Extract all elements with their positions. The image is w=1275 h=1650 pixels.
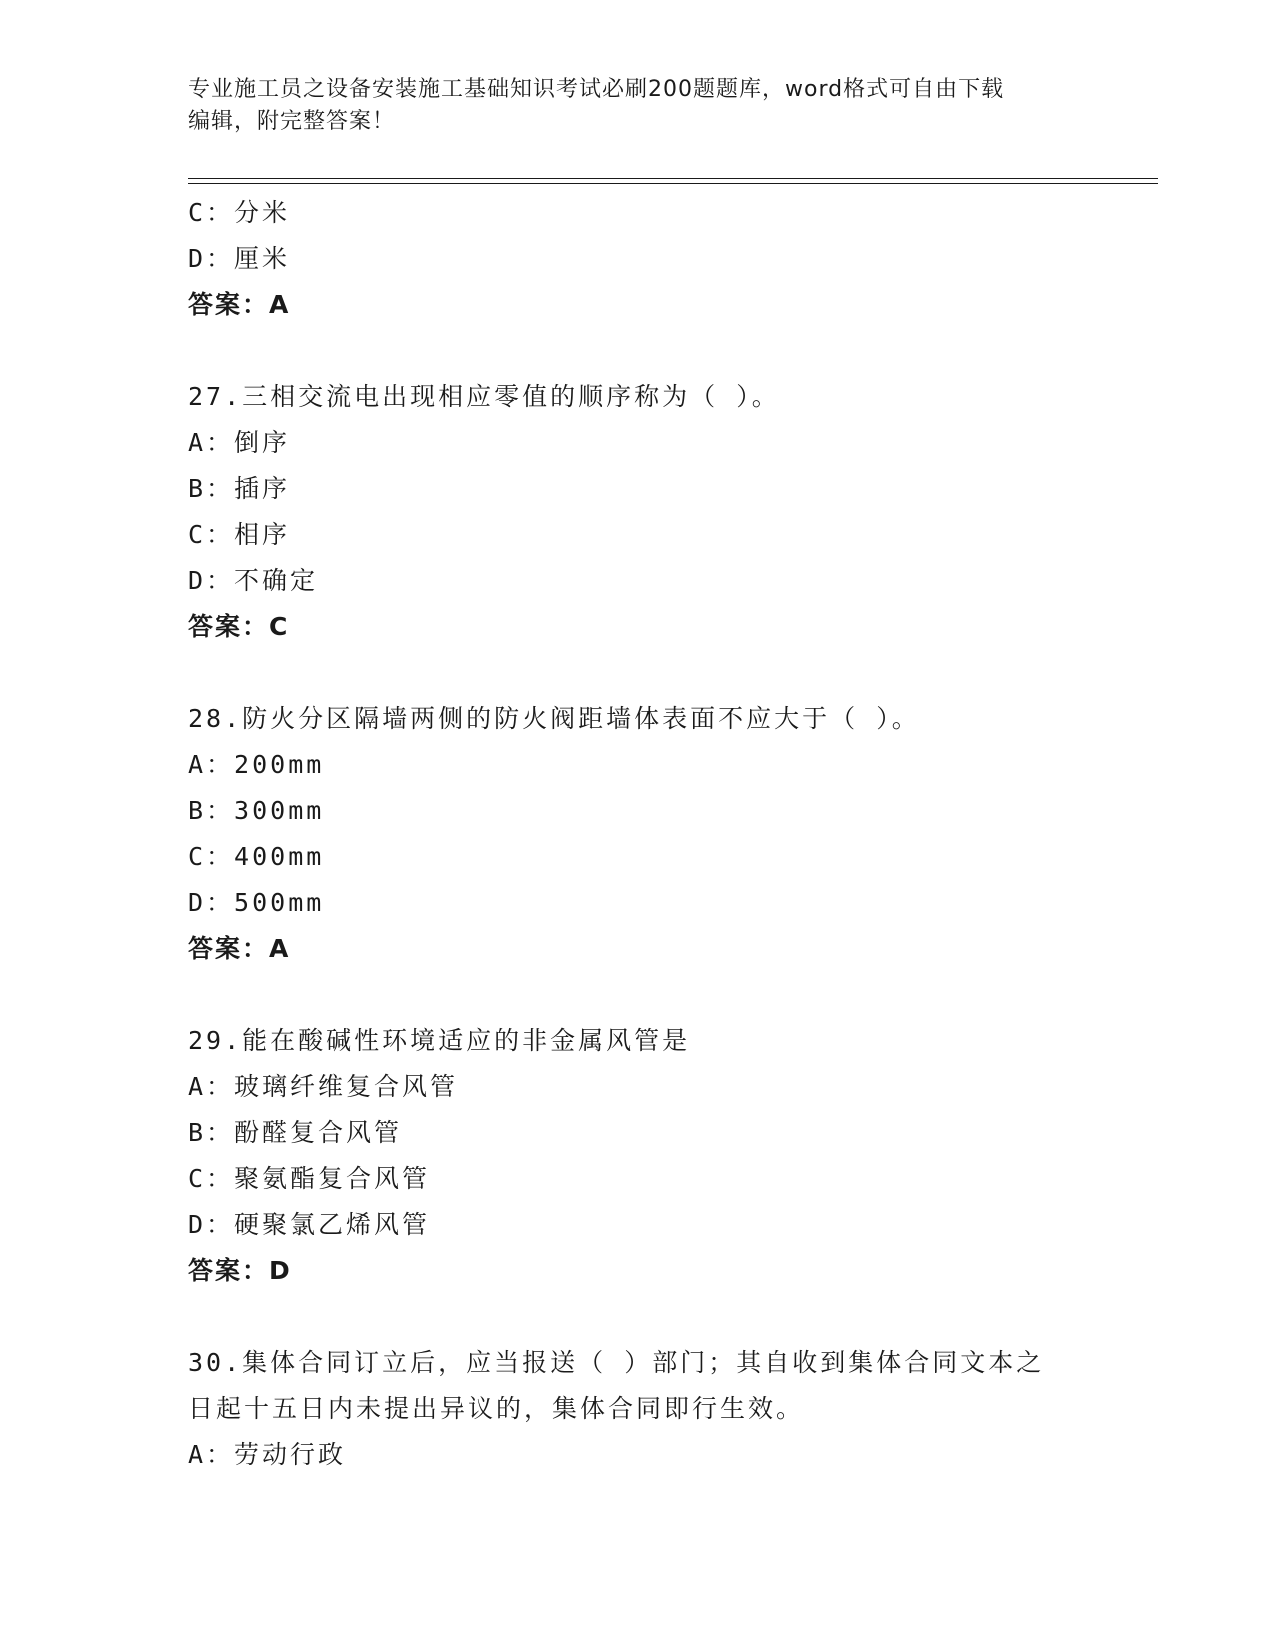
spacer bbox=[188, 972, 1088, 1018]
question-text-line-2: 日起十五日内未提出异议的，集体合同即行生效。 bbox=[188, 1394, 805, 1423]
question-text: 28.防火分区隔墙两侧的防火阀距墙体表面不应大于（ ）。 bbox=[188, 704, 920, 733]
option-a: A：200mm bbox=[188, 750, 325, 779]
header-divider-bottom bbox=[188, 183, 1158, 184]
spacer bbox=[188, 328, 1088, 374]
option-a: A：劳动行政 bbox=[188, 1440, 347, 1469]
answer-line: 答案：D bbox=[188, 1256, 292, 1285]
option-c: C：聚氨酯复合风管 bbox=[188, 1164, 431, 1193]
option-a: A：玻璃纤维复合风管 bbox=[188, 1072, 459, 1101]
spacer bbox=[188, 650, 1088, 696]
header-divider-top bbox=[188, 178, 1158, 179]
answer-line: 答案：C bbox=[188, 612, 290, 641]
question-26-continued bbox=[188, 190, 1088, 328]
question-30 bbox=[188, 1340, 1088, 1478]
document-header bbox=[188, 74, 1068, 138]
header-title-line-1: 专业施工员之设备安装施工基础知识考试必刷200题题库，word格式可自由下载 bbox=[188, 77, 1005, 102]
question-text: 29.能在酸碱性环境适应的非金属风管是 bbox=[188, 1026, 691, 1055]
option-b: B：酚醛复合风管 bbox=[188, 1118, 403, 1147]
option-d: D：硬聚氯乙烯风管 bbox=[188, 1210, 431, 1239]
option-c: C：400mm bbox=[188, 842, 325, 871]
question-29 bbox=[188, 1018, 1088, 1294]
option-b: B：插序 bbox=[188, 474, 291, 503]
question-text-line-1: 30.集体合同订立后，应当报送（ ）部门；其自收到集体合同文本之 bbox=[188, 1348, 1045, 1377]
spacer bbox=[188, 1294, 1088, 1340]
question-text: 27.三相交流电出现相应零值的顺序称为（ ）。 bbox=[188, 382, 780, 411]
option-d: D：500mm bbox=[188, 888, 325, 917]
option-c: C：相序 bbox=[188, 520, 291, 549]
question-27 bbox=[188, 374, 1088, 650]
option-d: D：厘米 bbox=[188, 244, 291, 273]
option-a: A：倒序 bbox=[188, 428, 291, 457]
question-28 bbox=[188, 696, 1088, 972]
option-b: B：300mm bbox=[188, 796, 325, 825]
answer-line: 答案：A bbox=[188, 934, 291, 963]
option-c: C：分米 bbox=[188, 198, 291, 227]
option-d: D：不确定 bbox=[188, 566, 319, 595]
answer-line: 答案：A bbox=[188, 290, 291, 319]
question-list bbox=[188, 190, 1088, 1478]
header-title-line-2: 编辑，附完整答案！ bbox=[188, 109, 396, 134]
